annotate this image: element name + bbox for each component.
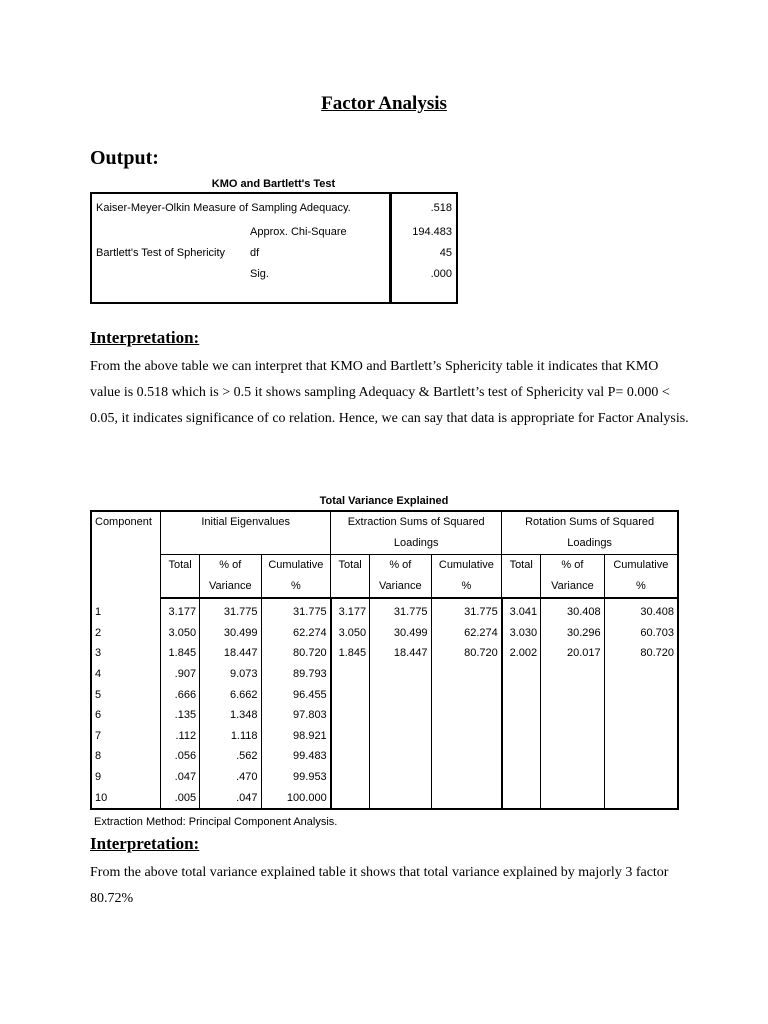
- value-cell: 30.408: [541, 598, 605, 623]
- column-header: % of Variance: [541, 555, 605, 599]
- value-cell: [370, 787, 431, 809]
- component-cell: 5: [95, 688, 102, 701]
- value-cell: 1.118: [200, 726, 261, 747]
- component-cell: 2: [95, 626, 102, 639]
- value-cell: [604, 664, 678, 685]
- value-cell: .005: [161, 787, 200, 809]
- column-header: % of Variance: [200, 555, 261, 599]
- column-header: Total: [331, 555, 370, 599]
- value-cell: 60.703: [604, 623, 678, 644]
- table-header-row: [91, 511, 678, 555]
- value-cell: 30.499: [370, 623, 431, 644]
- component-cell: 9: [95, 771, 102, 784]
- value-cell: 1.348: [200, 705, 261, 726]
- column-header: Total: [502, 555, 541, 599]
- value-cell: 1.845: [331, 643, 370, 664]
- value-cell: [604, 726, 678, 747]
- value-cell: 96.455: [261, 684, 331, 705]
- table-row: [91, 623, 678, 644]
- value-cell: [604, 684, 678, 705]
- value-cell: [604, 705, 678, 726]
- value-cell: [541, 705, 605, 726]
- value-cell: 18.447: [200, 643, 261, 664]
- kmo-spacer: [91, 284, 391, 303]
- value-cell: 97.803: [261, 705, 331, 726]
- value-cell: .047: [161, 767, 200, 788]
- value-cell: 30.408: [604, 598, 678, 623]
- variance-table: [90, 510, 679, 810]
- value-cell: [331, 684, 370, 705]
- value-cell: .470: [200, 767, 261, 788]
- value-cell: [331, 787, 370, 809]
- value-cell: 3.041: [502, 598, 541, 623]
- table-row: [91, 726, 678, 747]
- column-header: Cumulative %: [261, 555, 331, 599]
- value-cell: [604, 767, 678, 788]
- value-cell: [431, 684, 502, 705]
- value-cell: [502, 684, 541, 705]
- value-cell: [541, 726, 605, 747]
- value-cell: [502, 705, 541, 726]
- value-cell: .047: [200, 787, 261, 809]
- variance-table-body: [91, 598, 678, 809]
- value-cell: 3.050: [161, 623, 200, 644]
- column-header-component: Component: [95, 516, 152, 528]
- value-cell: [541, 664, 605, 685]
- value-cell: 100.000: [261, 787, 331, 809]
- value-cell: [502, 746, 541, 767]
- value-cell: 80.720: [431, 643, 502, 664]
- value-cell: [502, 787, 541, 809]
- table-row: [91, 598, 678, 623]
- table-row: [91, 221, 457, 242]
- group-header: Rotation Sums of Squared Loadings: [502, 511, 678, 555]
- component-cell: 6: [95, 709, 102, 722]
- table-row: [91, 664, 678, 685]
- value-cell: 30.296: [541, 623, 605, 644]
- value-cell: 99.483: [261, 746, 331, 767]
- value-cell: 31.775: [431, 598, 502, 623]
- value-cell: .907: [161, 664, 200, 685]
- value-cell: [431, 664, 502, 685]
- value-cell: [502, 664, 541, 685]
- value-cell: 1.845: [161, 643, 200, 664]
- value-cell: 80.720: [261, 643, 331, 664]
- value-cell: 3.050: [331, 623, 370, 644]
- component-cell: 7: [95, 729, 102, 742]
- table-header-row: [91, 555, 678, 599]
- table-row: [91, 746, 678, 767]
- value-cell: 9.073: [200, 664, 261, 685]
- interpretation-text: From the above total variance explained table it shows that total variance explained by majorly 3 factor 80.72%: [90, 865, 669, 906]
- value-cell: 99.953: [261, 767, 331, 788]
- value-cell: [370, 767, 431, 788]
- kmo-value: 45: [391, 242, 458, 263]
- value-cell: [431, 726, 502, 747]
- value-cell: [331, 767, 370, 788]
- column-header: Cumulative %: [431, 555, 502, 599]
- value-cell: 89.793: [261, 664, 331, 685]
- value-cell: [541, 746, 605, 767]
- component-cell: 1: [95, 605, 102, 618]
- value-cell: [370, 726, 431, 747]
- value-cell: 3.030: [502, 623, 541, 644]
- table-footnote: Extraction Method: Principal Component Analysis.: [94, 816, 338, 828]
- value-cell: [604, 746, 678, 767]
- value-cell: 6.662: [200, 684, 261, 705]
- value-cell: .135: [161, 705, 200, 726]
- value-cell: [541, 787, 605, 809]
- kmo-sub-label: Sig.: [250, 267, 269, 280]
- table-row: [91, 684, 678, 705]
- value-cell: 98.921: [261, 726, 331, 747]
- value-cell: 18.447: [370, 643, 431, 664]
- value-cell: [431, 767, 502, 788]
- table-row: [91, 767, 678, 788]
- interpretation-heading: Interpretation:: [90, 328, 200, 347]
- component-cell: 8: [95, 750, 102, 763]
- value-cell: [502, 726, 541, 747]
- table-row: [91, 643, 678, 664]
- value-cell: .056: [161, 746, 200, 767]
- value-cell: [431, 787, 502, 809]
- value-cell: 62.274: [261, 623, 331, 644]
- value-cell: [502, 767, 541, 788]
- value-cell: [541, 767, 605, 788]
- value-cell: [370, 705, 431, 726]
- value-cell: [331, 705, 370, 726]
- value-cell: 3.177: [161, 598, 200, 623]
- value-cell: [370, 684, 431, 705]
- value-cell: [541, 684, 605, 705]
- interpretation-heading: Interpretation:: [90, 834, 200, 853]
- value-cell: 31.775: [200, 598, 261, 623]
- kmo-spacer: [391, 284, 458, 303]
- value-cell: 62.274: [431, 623, 502, 644]
- value-cell: [370, 746, 431, 767]
- kmo-label: Kaiser-Meyer-Olkin Measure of Sampling Adequacy.: [91, 193, 391, 221]
- value-cell: .666: [161, 684, 200, 705]
- column-header: Total: [161, 555, 200, 599]
- kmo-value: .518: [391, 193, 458, 221]
- value-cell: 3.177: [331, 598, 370, 623]
- table-row: [91, 284, 457, 303]
- value-cell: 31.775: [261, 598, 331, 623]
- value-cell: 31.775: [370, 598, 431, 623]
- value-cell: [370, 664, 431, 685]
- value-cell: [431, 746, 502, 767]
- value-cell: 30.499: [200, 623, 261, 644]
- component-cell: 10: [95, 791, 108, 804]
- kmo-value: 194.483: [391, 221, 458, 242]
- value-cell: [604, 787, 678, 809]
- column-header: Cumulative %: [604, 555, 678, 599]
- column-header: % of Variance: [370, 555, 431, 599]
- value-cell: .112: [161, 726, 200, 747]
- table-row: [91, 787, 678, 809]
- value-cell: 80.720: [604, 643, 678, 664]
- interpretation-text: From the above table we can interpret that KMO and Bartlett’s Sphericity table it indicates that KMO value is 0.518 which is > 0.5 it shows sampling Adequacy & Bartlett’s test of Sphericity val P= 0.000 < 0.05, it indicates significance of co relation. Hence, we can say that data is appropriate for Factor Analysis.: [90, 359, 689, 426]
- bartlett-label: Bartlett's Test of Sphericity: [91, 221, 246, 284]
- kmo-sub-label: df: [250, 246, 260, 259]
- value-cell: [331, 664, 370, 685]
- value-cell: [431, 705, 502, 726]
- table-row: [91, 705, 678, 726]
- kmo-table: [90, 192, 458, 304]
- value-cell: 2.002: [502, 643, 541, 664]
- component-cell: 3: [95, 647, 102, 660]
- kmo-table-title: KMO and Bartlett's Test: [211, 178, 336, 190]
- kmo-sub-label: Approx. Chi-Square: [250, 225, 347, 238]
- output-heading: Output:: [90, 147, 159, 169]
- document-title: Factor Analysis: [321, 93, 447, 114]
- table-row: [91, 193, 457, 221]
- group-header: Extraction Sums of Squared Loadings: [331, 511, 502, 555]
- value-cell: .562: [200, 746, 261, 767]
- component-cell: 4: [95, 668, 102, 681]
- value-cell: [331, 746, 370, 767]
- value-cell: [331, 726, 370, 747]
- group-header: Initial Eigenvalues: [161, 511, 331, 555]
- variance-table-title: Total Variance Explained: [319, 495, 449, 507]
- value-cell: 20.017: [541, 643, 605, 664]
- kmo-value: .000: [391, 263, 458, 284]
